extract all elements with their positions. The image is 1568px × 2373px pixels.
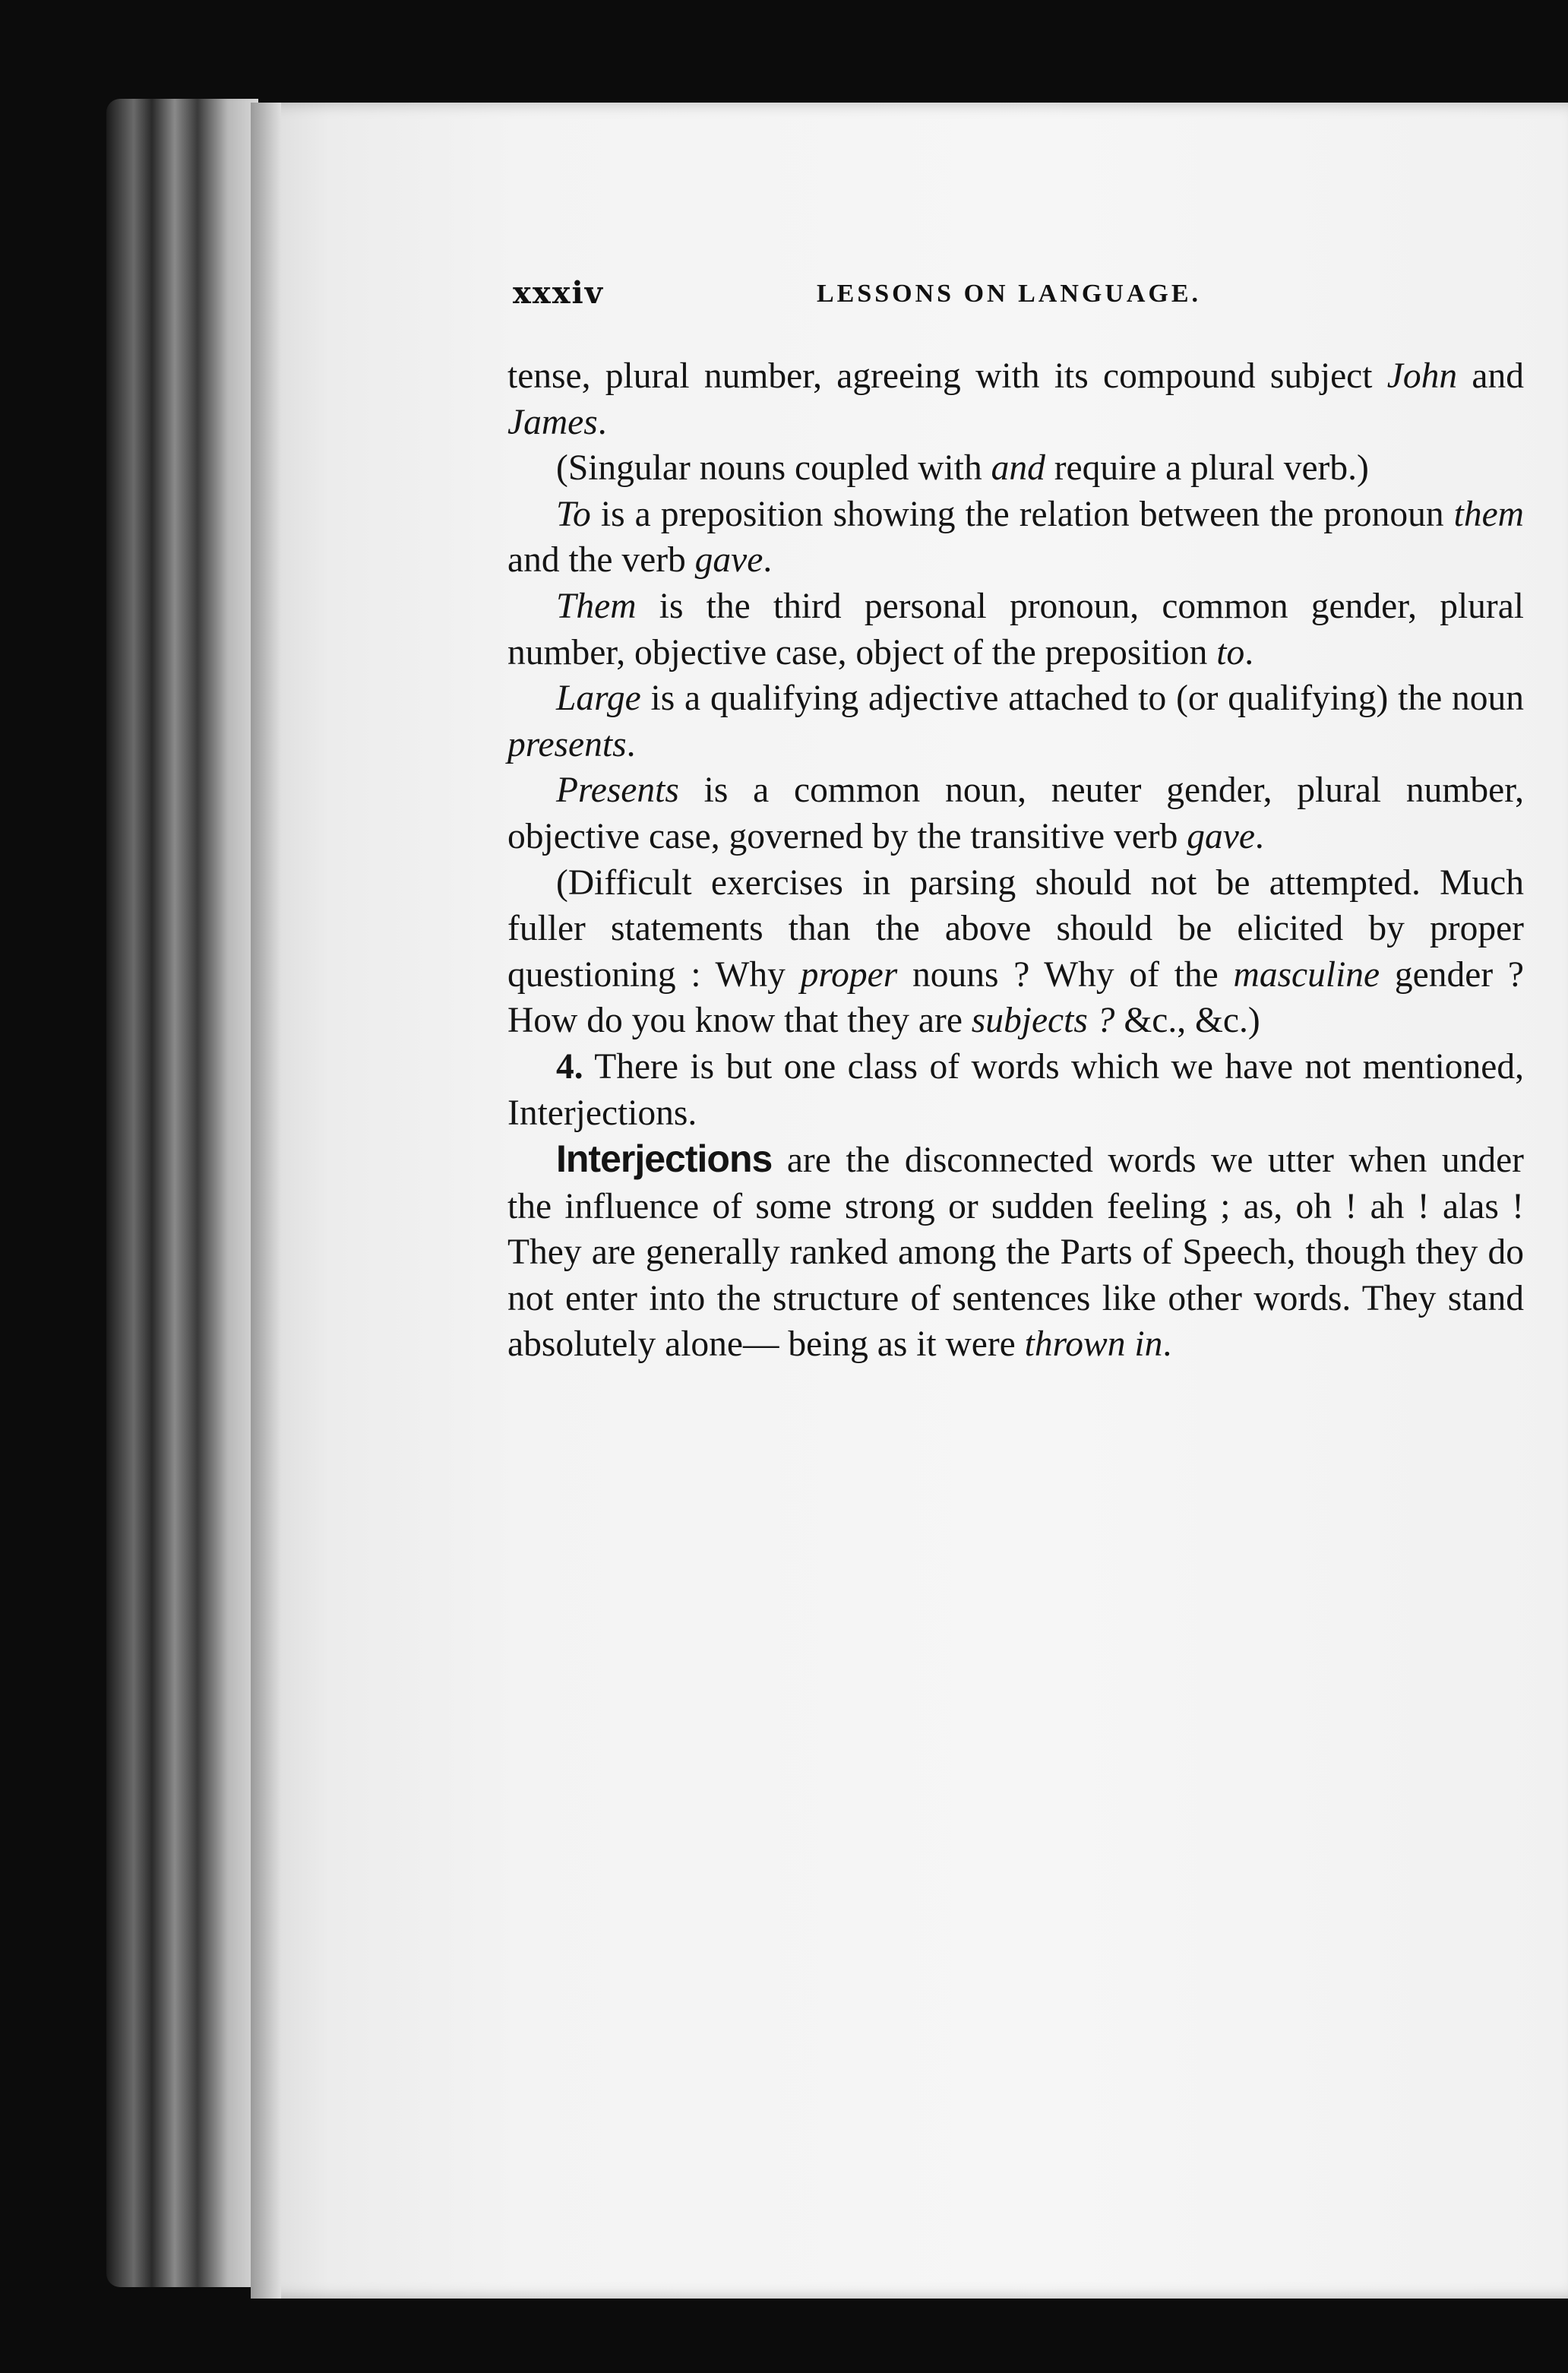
italic-run: presents — [507, 724, 627, 764]
page-number: xxxiv — [513, 275, 604, 311]
paragraph-2 — [507, 445, 1524, 492]
text-run: tense, plural number, agreeing with its compound subject — [507, 356, 1387, 396]
italic-run: to — [1216, 632, 1245, 672]
text-run: . — [1254, 816, 1264, 856]
text-run: (Difficult exercises in parsing should not be attempted. Much fuller statements than the above should be elicited by proper questioning : Why — [507, 862, 1524, 995]
italic-run: thrown in — [1024, 1324, 1163, 1365]
paragraph-8 — [507, 1044, 1524, 1136]
text-run: require a plural verb.) — [1045, 448, 1369, 489]
page-header — [513, 275, 1523, 321]
paragraph-5 — [507, 676, 1524, 767]
text-run: nouns ? Why of the — [897, 954, 1234, 995]
text-run: is a qualifying adjective attached to (or qualifying) the noun — [640, 679, 1524, 719]
italic-run: Them — [556, 586, 637, 626]
text-run: &c., &c.) — [1114, 1001, 1260, 1041]
text-run: . — [763, 540, 773, 581]
text-run: are the disconnected words we utter when under the influence of some strong or sudden feeling ; as, oh ! ah ! alas ! They are generally ranked among the Parts of Speech, though they do not enter into the structure of sentences like other words. They stand absolutely alone— being as it were — [507, 1141, 1524, 1365]
italic-run: gave — [1187, 816, 1255, 856]
italic-run: Presents — [556, 770, 679, 811]
defined-term: Interjections — [556, 1137, 773, 1181]
italic-run: Large — [556, 679, 641, 719]
paragraph-4 — [507, 584, 1524, 676]
italic-run: proper — [800, 954, 898, 995]
paragraph-7 — [507, 860, 1524, 1044]
italic-run: subjects ? — [971, 1001, 1115, 1041]
running-head: LESSONS ON LANGUAGE. — [817, 280, 1202, 308]
text-run: There is but one class of words which we have not mentioned, Interjections. — [507, 1046, 1524, 1133]
book-spine-edge — [106, 99, 258, 2287]
text-run: is the third personal pronoun, common gender, plural number, objective case, object of the preposition — [507, 586, 1524, 672]
text-run: is a common noun, neuter gender, plural number, objective case, governed by the transitive verb — [507, 770, 1524, 856]
text-run: . — [597, 402, 607, 442]
italic-run: To — [556, 494, 591, 534]
text-run: and the verb — [507, 540, 695, 581]
italic-run: them — [1453, 494, 1524, 534]
italic-run: gave — [694, 540, 763, 581]
italic-run: and — [991, 448, 1045, 489]
italic-run: masculine — [1233, 954, 1380, 995]
text-run: gender ? How do you know that they are — [507, 954, 1524, 1041]
text-run: (Singular nouns coupled with — [556, 448, 991, 489]
paragraph-1 — [507, 353, 1524, 445]
text-run: . — [1244, 632, 1254, 672]
text-run: and — [1457, 356, 1524, 396]
paragraph-9 — [507, 1136, 1524, 1368]
page-gutter-shadow — [251, 103, 281, 2299]
italic-run: James — [507, 402, 598, 442]
text-run: is a preposition showing the relation between the pronoun — [590, 494, 1454, 534]
body-text — [507, 353, 1524, 1368]
paragraph-3 — [507, 492, 1524, 584]
text-run: . — [1162, 1324, 1172, 1365]
text-run: . — [626, 724, 636, 764]
section-number: 4. — [556, 1046, 583, 1087]
italic-run: John — [1386, 356, 1458, 396]
paragraph-6 — [507, 767, 1524, 859]
